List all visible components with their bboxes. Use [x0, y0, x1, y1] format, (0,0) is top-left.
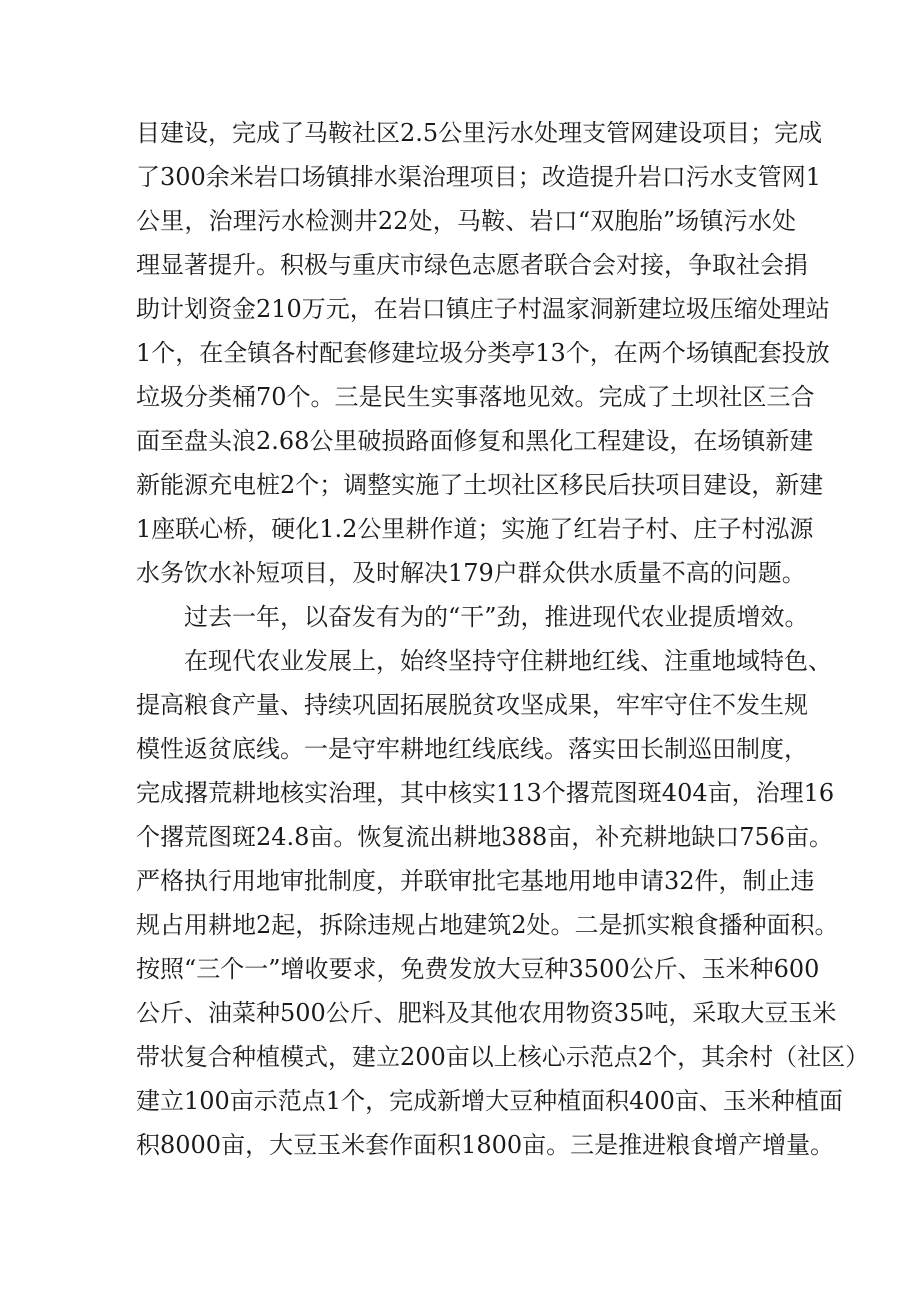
text-line-9: 新能源充电桩2个；调整实施了土坝社区移民后扶项目建设，新建	[136, 471, 824, 499]
text-line-2: 了300余米岩口场镇排水渠治理项目；改造提升岩口污水支管网1	[136, 163, 822, 191]
text-line-18: 严格执行用地审批制度，并联审批宅基地用地申请32件，制止违	[136, 867, 815, 895]
text-line-13: 在现代农业发展上，始终坚持守住耕地红线、注重地域特色、	[184, 647, 832, 675]
text-line-17: 个撂荒图斑24.8亩。恢复流出耕地388亩，补充耕地缺口756亩。	[136, 823, 834, 851]
text-line-23: 建立100亩示范点1个，完成新增大豆种植面积400亩、玉米种植面	[136, 1087, 843, 1115]
text-line-14: 提高粮食产量、持续巩固拓展脱贫攻坚成果，牢牢守住不发生规	[136, 691, 808, 719]
text-line-1: 目建设，完成了马鞍社区2.5公里污水处理支管网建设项目；完成	[136, 119, 823, 147]
text-line-19: 规占用耕地2起，拆除违规占地建筑2处。二是抓实粮食播种面积。	[136, 911, 839, 939]
text-line-4: 理显著提升。积极与重庆市绿色志愿者联合会对接，争取社会捐	[136, 251, 808, 279]
text-line-11: 水务饮水补短项目，及时解决179户群众供水质量不高的问题。	[136, 559, 806, 587]
text-line-16: 完成撂荒耕地核实治理，其中核实113个撂荒图斑404亩，治理16	[136, 779, 835, 807]
text-line-6: 1个，在全镇各村配套修建垃圾分类亭13个，在两个场镇配套投放	[136, 339, 830, 367]
text-line-21: 公斤、油菜种500公斤、肥料及其他农用物资35吨，采取大豆玉米	[136, 999, 837, 1027]
section-heading: 过去一年，以奋发有为的“干”劲，推进现代农业提质增效。	[184, 603, 809, 631]
text-line-10: 1座联心桥，硬化1.2公里耕作道；实施了红岩子村、庄子村泓源	[136, 515, 814, 543]
text-line-8: 面至盘头浪2.68公里破损路面修复和黑化工程建设，在场镇新建	[136, 427, 814, 455]
text-line-3: 公里，治理污水检测井22处，马鞍、岩口“双胞胎”场镇污水处	[136, 207, 796, 235]
text-line-5: 助计划资金210万元，在岩口镇庄子村温家洞新建垃圾压缩处理站	[136, 295, 830, 323]
text-line-22: 带状复合种植模式，建立200亩以上核心示范点2个，其余村（社区）	[136, 1043, 870, 1071]
text-line-7: 垃圾分类桶70个。三是民生实事落地见效。完成了土坝社区三合	[136, 383, 815, 411]
text-line-20: 按照“三个一”增收要求，免费发放大豆种3500公斤、玉米种600	[136, 955, 820, 983]
text-line-15: 模性返贫底线。一是守牢耕地红线底线。落实田长制巡田制度，	[136, 735, 808, 763]
text-line-24: 积8000亩，大豆玉米套作面积1800亩。三是推进粮食增产增量。	[136, 1131, 835, 1159]
